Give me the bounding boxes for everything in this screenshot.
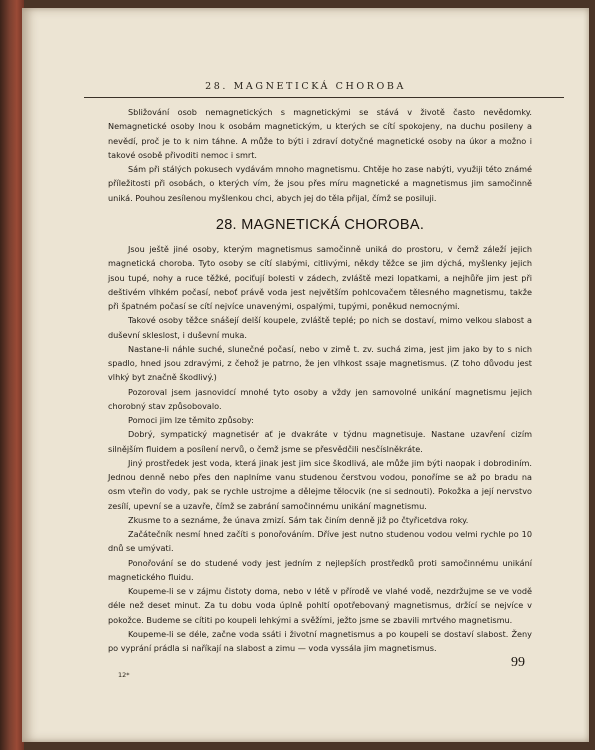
paragraph: Dobrý, sympatický magnetisér ať je dvakráte v týdnu magnetisuje. Nastane uzavření cizím silnějším fluidem a posílení nervů, o čemž jsme se přesvědčili nesčíslněkráte.	[108, 429, 532, 454]
paragraph: Takové osoby těžce snášejí delší koupele, zvláště teplé; po nich se dostaví, mimo velkou slabost a duševní skleslost, i duševní muka.	[108, 315, 532, 340]
paragraph: Jsou ještě jiné osoby, kterým magnetismus samočinně uniká do prostoru, v čemž záleží jejich magnetická choroba. Tyto osoby se cítí slabými, citlivými, někdy těžce se jim dýchá, myšlenky jejich jsou tupé, nohy a ruce těžké, pociťují bolesti v zádech, zvláště mezi lopatkami, a nejhůře jim jest při deštivém vlhkém počasí, neboť právě voda jest největším pohlcovačem tělesného magnetismu, takže při špatném počasí se cítí nejvíce unavenými, ospalými, tupými, poněkud nemocnými.	[108, 244, 532, 311]
paragraph: Jiný prostředek jest voda, která jinak jest jim sice škodlivá, ale může jim býti naopak i dobrodiním. Jednou denně nebo přes den naplníme vanu studenou čerstvou vodou, ponoříme se až po bradu na osm vteřin do vody, pak se rychle ustrojme a dělejme tělocvik (ne si sednouti). Pokožka a její nervstvo zesílí, upevní se a uzavře, čímž se zabrání samočinnému unikání magnetismu.	[108, 457, 532, 511]
chapter-heading: 28. MAGNETICKÁ CHOROBA.	[215, 216, 425, 233]
book-spine	[0, 0, 24, 750]
paragraph: Koupeme-li se déle, začne voda ssáti i životní magnetismus a po koupeli se dostaví slabost. Ženy po vyprání prádla si naříkají na slabost a zimu — voda vyssála jim magnetismus.	[108, 628, 532, 653]
paragraph: Koupeme-li se v zájmu čistoty doma, nebo v létě v přírodě ve vlahé vodě, nezdržujme se ve vodě déle než deset minut. Za tu dobu voda úplně pohltí opotřebovaný magnetismus, držící se nejvíce v pokožce. Budeme se cítiti po koupeli lehkými a svěžími, ježto jsme se zbavili mrtvého magnetismu.	[108, 586, 532, 625]
page-number: 99	[511, 655, 525, 670]
paragraph: Zkusme to a seznáme, že únava zmizí. Sám tak činím denně již po čtyřicetdva roky.	[128, 514, 469, 525]
book-page	[22, 8, 589, 742]
running-head: 28. MAGNETICKÁ CHOROBA	[205, 81, 406, 92]
paragraph: Ponořování se do studené vody jest jedním z nejlepších prostředků proti samočinnému unikání magnetického fluidu.	[108, 557, 532, 582]
signature-mark: 12*	[118, 671, 130, 679]
body-text	[108, 105, 532, 655]
paragraph: Začátečník nesmí hned začíti s ponořováním. Dříve jest nutno studenou vodou velmi rychle po 10 dnů se umývati.	[108, 529, 532, 554]
paragraph: Pozoroval jsem jasnovidcí mnohé tyto osoby a vždy jen samovolné unikání magnetismu jejich chorobný stav způsobovalo.	[108, 386, 532, 411]
header-rule	[84, 97, 564, 98]
paragraph: Sám při stálých pokusech vydávám mnoho magnetismu. Chtěje ho zase nabýti, využiji této známé příležitosti při osobách, o kterých vím, že jsou přes míru magnetické a magnetismus jim samočinně uniká. Pouhou zesílenou myšlenkou chci, abych jej do těla přijal, čímž se posiluji.	[108, 164, 532, 203]
paragraph: Sbližování osob nemagnetických s magnetickými se stává v životě často nevědomky. Nemagnetické osoby lnou k osobám magnetickým, u kterých se cítí spokojeny, na duchu posileny a nevědí, proč je to k nim táhne. A může to býti i zdraví dotyčné magnetické osoby na úkor a možno i takové osobě přivoditi nemoc i smrt.	[108, 107, 532, 160]
paragraph: Nastane-li náhle suché, slunečné počasí, nebo v zimě t. zv. suchá zima, jest jim jako by to s nich spadlo, hned jsou zdravými, z čehož je patrno, že jen vlhkost ssaje magnetismus. (Z toho důvodu jest vlhký byt značně škodlivý.)	[108, 343, 532, 383]
paragraph: Pomoci jim lze těmito způsoby:	[128, 415, 254, 425]
